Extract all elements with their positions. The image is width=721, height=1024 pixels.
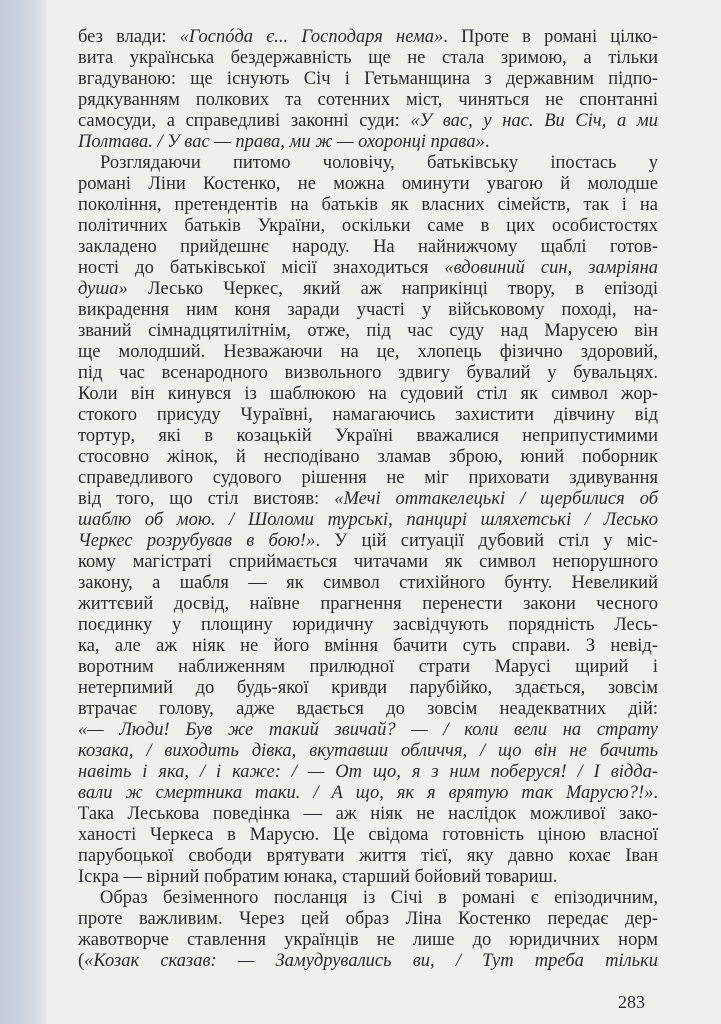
text-line	[78, 321, 658, 342]
quote-segment: «У вас, у нас. Ви Січ, а ми	[410, 111, 658, 131]
text-segment: .	[653, 783, 658, 803]
text-line	[78, 762, 658, 783]
text-line	[78, 510, 658, 531]
text-line	[78, 69, 658, 90]
text-segment: званий сімнадцятилітнім, отже, під час суду над Марусею він	[78, 321, 658, 341]
text-segment: покоління, претендентів на батьків як власних сімейств, так і на	[78, 195, 658, 215]
text-line	[78, 678, 658, 699]
text-line	[78, 237, 658, 258]
text-segment: справедливого судового рішення не міг приховати здивування	[78, 468, 658, 488]
text-segment: кому магістраті сприймається читачами як символ непорушного	[78, 552, 658, 572]
text-line	[78, 216, 658, 237]
text-line	[78, 657, 658, 678]
text-segment: Лесько Черкес, який аж наприкінці твору, в епізоді	[127, 279, 658, 299]
text-line	[78, 447, 658, 468]
text-segment: від того, що стіл вистояв:	[78, 489, 335, 509]
text-line	[78, 594, 658, 615]
text-segment: поєдинку у площину юридичну засвідчують порядність Лесь-	[78, 615, 658, 635]
text-line	[78, 741, 658, 762]
text-segment: ка, але аж ніяк не його вміння бачити суть справи. З невід-	[78, 636, 658, 656]
text-segment: закону, а шабля — як символ стихійного бунту. Невеликий	[78, 573, 658, 593]
text-line	[78, 153, 658, 174]
text-line	[78, 552, 658, 573]
text-line	[78, 90, 658, 111]
text-line	[78, 573, 658, 594]
text-segment: тортур, які в козацькій Україні вважалися неприпустимими	[78, 426, 658, 446]
text-segment: проте важливим. Через цей образ Ліна Костенко передає дер-	[78, 909, 658, 929]
text-line	[78, 615, 658, 636]
text-line	[78, 909, 658, 930]
text-line	[78, 489, 658, 510]
text-segment: життєвий досвід, наївне прагнення перенести закони чесного	[78, 594, 658, 614]
quote-segment: козака, / виходить дівка, вкутавши обличчя, / що він не бачить	[78, 741, 658, 761]
page-binding-edge	[0, 0, 46, 1024]
text-segment: парубоцької свободи врятувати життя тієї, яку давно кохає Іван	[78, 846, 658, 866]
text-segment: ності до батьківської місії знаходиться	[78, 258, 445, 278]
quote-segment: душа»	[78, 279, 128, 299]
text-line	[78, 930, 658, 951]
text-segment: воротним наближенням прилюдної страти Марусі щирий і	[78, 657, 658, 677]
text-line	[78, 699, 658, 720]
quote-segment: «Госпóда є... Господаря нема»	[179, 27, 444, 47]
text-line	[78, 132, 658, 153]
page-number: 283	[618, 992, 645, 1012]
text-line	[78, 720, 658, 741]
text-segment: стосовно жінок, й несподівано зламав зброю, юний поборник	[78, 447, 658, 467]
text-line	[78, 426, 658, 447]
quote-segment: Полтава. / У вас — права, ми ж — охоронці права»	[78, 132, 485, 152]
text-line	[78, 783, 658, 804]
text-segment: ханості Черкеса в Марусю. Це свідома готовність ціною власної	[78, 825, 658, 845]
text-line	[78, 195, 658, 216]
text-line	[78, 804, 658, 825]
text-line	[78, 825, 658, 846]
text-line	[78, 300, 658, 321]
text-segment: Іскра — вірний побратим юнака, старший бойовий товариш.	[78, 867, 558, 887]
text-line	[78, 384, 658, 405]
text-segment: . Проте в романі цілко-	[443, 27, 658, 47]
text-segment: жавотворче ставлення українців не лише до юридичних норм	[78, 930, 658, 950]
quote-segment: шаблю об мою. / Шоломи турські, панцирі шляхетські / Лесько	[78, 510, 658, 530]
text-segment: під час всенародного визвольного здвигу бувалий у бувальцях.	[78, 363, 658, 383]
text-segment: ще молодший. Незважаючи на це, хлопець фізично здоровий,	[78, 342, 658, 362]
text-line	[78, 111, 658, 132]
quote-segment: навіть і яка, / і каже: / — От що, я з ним поберуся! / І відда-	[78, 762, 658, 782]
text-line	[78, 951, 658, 972]
text-line	[78, 342, 658, 363]
text-segment: самосуди, а справедливі законні суди:	[78, 111, 411, 131]
text-line	[78, 531, 658, 552]
text-segment: політичних батьків України, оскільки саме в цих особистостях	[78, 216, 658, 236]
text-line	[78, 468, 658, 489]
text-segment: викрадення ним коня заради участі у військовому поході, на-	[78, 300, 658, 320]
text-segment: .	[484, 132, 490, 152]
text-line	[78, 867, 658, 888]
text-segment: . У цій ситуації дубовий стіл у міс-	[315, 531, 658, 551]
quote-segment: «Мечі оттакелецькі / щербилися об	[334, 489, 658, 509]
text-line	[78, 846, 658, 867]
text-segment: Така Леськова поведінка — аж ніяк не наслідок можливої зако-	[78, 804, 658, 824]
text-line	[78, 888, 658, 909]
text-segment: романі Ліни Костенко, не можна оминути увагою й молодше	[78, 174, 658, 194]
text-line	[78, 48, 658, 69]
text-segment: вита українська бездержавність ще не стала зримою, а тільки	[78, 48, 658, 68]
text-segment: (	[78, 951, 85, 971]
text-line	[78, 636, 658, 657]
text-line	[78, 258, 658, 279]
text-segment: закладено прийдешнє народу. На найнижчому щаблі готов-	[78, 237, 658, 257]
text-segment: Коли він кинувся із шаблюкою на судовий стіл як символ жор-	[78, 384, 658, 404]
text-line	[78, 363, 658, 384]
text-line	[78, 405, 658, 426]
quote-segment: «— Люди! Був же такий звичай? — / коли вели на страту	[78, 720, 658, 740]
quote-segment: «вдовиний син, замріяна	[444, 258, 658, 278]
text-segment: стокого присуду Чураївні, намагаючись захистити дівчину від	[78, 405, 658, 425]
text-segment: втрачає голову, адже вдається до зовсім неадекватних дій:	[78, 699, 658, 719]
quote-segment: «Козак сказав: — Замудрувались ви, / Тут треба тільки	[84, 951, 658, 971]
text-segment: без влади:	[78, 27, 180, 47]
text-segment: вгадуваною: ще існують Січ і Гетьманщина з державним підпо-	[78, 69, 658, 89]
text-line	[78, 279, 658, 300]
text-segment: Розглядаючи питомо чоловічу, батьківську іпостась у	[100, 153, 658, 173]
text-segment: нетерпимий до будь-якої кривди парубійко, здається, зовсім	[78, 678, 658, 698]
text-segment: рядкуванням полкових та сотенних міст, чиняться не спонтанні	[78, 90, 658, 110]
text-line	[78, 27, 658, 48]
book-page-text	[78, 27, 658, 972]
text-segment: Образ безіменного посланця із Січі в романі є епізодичним,	[100, 888, 658, 908]
quote-segment: Черкес розрубував в бою!»	[78, 531, 316, 551]
quote-segment: вали ж смертника таки. / А що, як я врятую так Марусю?!»	[78, 783, 654, 803]
text-line	[78, 174, 658, 195]
